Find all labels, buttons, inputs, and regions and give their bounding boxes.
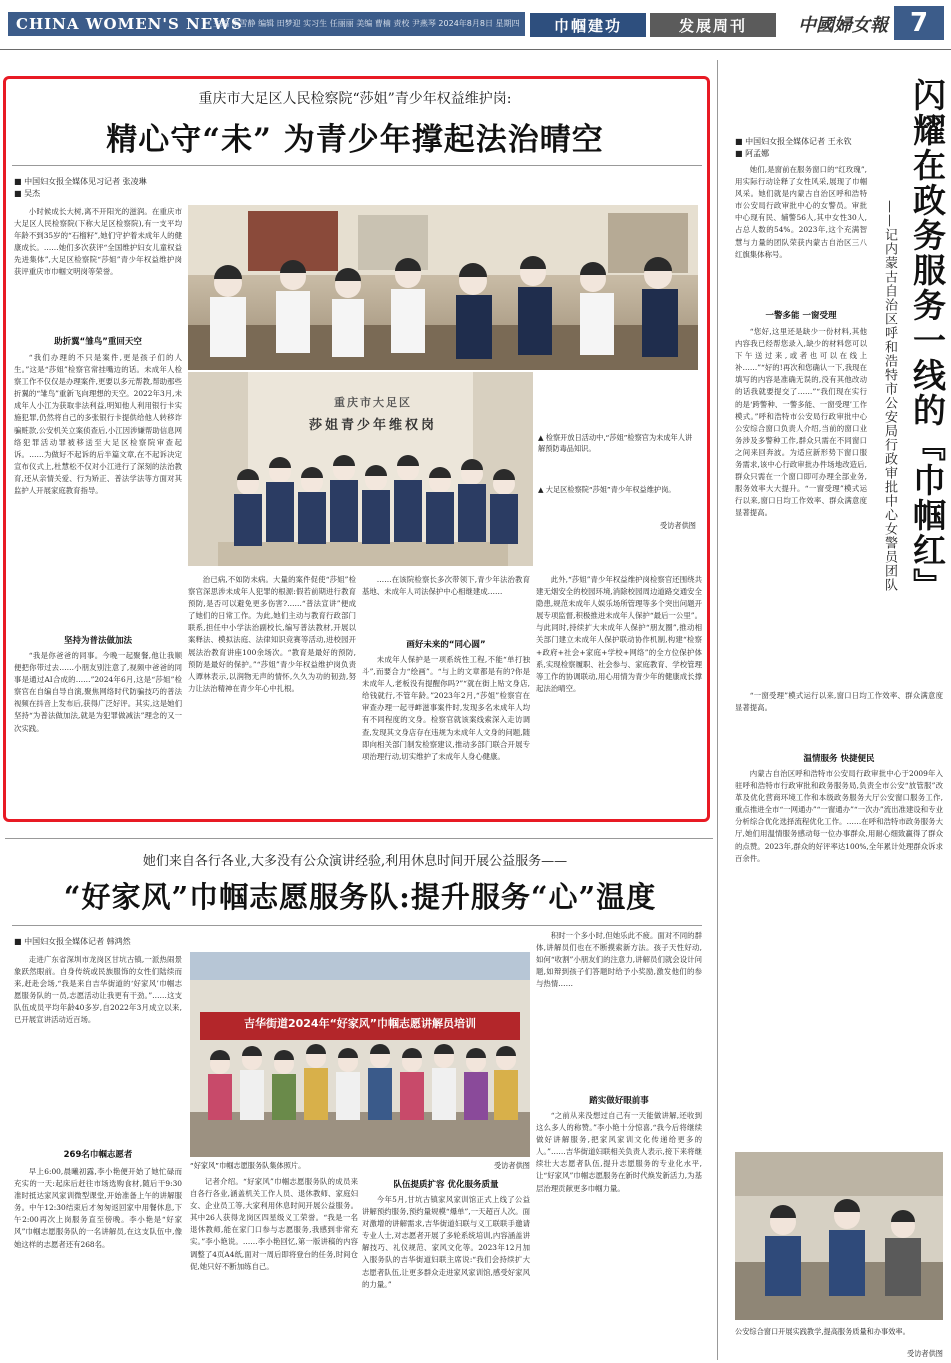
service-window-scene xyxy=(735,1152,943,1320)
divider xyxy=(5,838,713,839)
lead-headline: 精心守“未” 为青少年撑起法治晴空 xyxy=(106,122,604,158)
sign-line-1: 重庆市大足区 xyxy=(334,396,412,409)
editorial-credits: 主编 李雪静 编辑 田梦迎 实习生 任丽丽 美编 曹楠 责校 尹燕琴 2024年8月8日 星期四 xyxy=(213,19,520,28)
page-number: 7 xyxy=(894,6,944,40)
bottom-col4: 积时一个多小时,但她乐此不疲。面对不同的群体,讲解员们也在不断摸索新方法。孩子天性好动,如何“收割”小朋友们的注意力,讲解员们就会设计问题,如辩到孩子们答题时给予小奖励,激发他们的参与热情…… xyxy=(536,931,702,989)
bottom-photo-credit: 受访者供图 xyxy=(460,1160,530,1171)
bottom-kicker: 她们来自各行各业,大多没有公众演讲经验,利用休息时间开展公益服务—— xyxy=(142,854,568,869)
lead-col2: 治已病,不如防未病。大量的案件促使“莎姐”检察官深思涉未成年人犯罪的根源:假若前期进行教育预防,是否可以避免更多伤害?……“普法宣讲”便成了她们的日常工作。为此,她们主动与教育行政部门联系,担任中小学法治副校长,编写普法教材,开展以案释法、模拟法庭、法律知识竞赛等活动,进校园开展法治教育讲座100余场次。“教育是最好的预防,预防是最好的保护。”“莎姐”青少年权益维护岗负责人谭林表示,以润物无声的情怀,久久为功的韧劲,努力让法治精神在青少年心中扎根。 xyxy=(188,575,356,693)
bottom-subhead-1: 269名巾帼志愿者 xyxy=(63,1150,133,1160)
volunteer-group-scene xyxy=(190,952,530,1157)
lead-byline: ■ 中国妇女报全媒体见习记者 张凌琳 ■ 吴杰 xyxy=(14,177,147,198)
right-body-1b: “一窗受理”模式运行以来,窗口日均工作效率、群众满意度显著提高。 xyxy=(735,691,943,713)
lead-photo-2 xyxy=(188,372,533,566)
lead-subhead-3: 画好未来的“同心圆” xyxy=(406,640,486,650)
classroom-scene xyxy=(188,205,698,370)
lead-col1-body: “我们办理的不只是案件,更是孩子们的人生。”这是“莎姐”检察官常挂嘴边的话。未成年人检察工作不仅仅是办理案件,更要以多元帮教,帮助那些折翼的“雏鸟”重新飞向理想的天空。2022年3月,未成年人小江为获取非法利益,明知他人利用银行卡实施犯罪,仍然将自己的多张银行卡提供给他人转移诈骗赃款,公安机关立案侦查后,小江因涉嫌帮助信息网络犯罪活动罪被移送至大足区检察院审查起诉。……为做好不起诉的后半篇文章,在不起诉决定宣布仪式上,杜慧松不仅对小江进行了深刻的法治教育,还从亲情关爱、行为矫正、普法学法等方面对其监护人开展家庭教育指导。 xyxy=(14,353,182,496)
lead-col3: 未成年人保护是一项系统性工程,不能“单打独斗”,而要合力“绘画”。“与上的文章都是有的?你是未成年人,老板没有提醒你吗?”“就在街上贴文身店,给钱就行,不管年龄。”2023年2月,“莎姐”检察官在审查办理一起寻衅滋事案件时,发现多名未成年人均有不同程度的文身。检察官就该案线索深入走访调查,发现其文身店存在违规为未成年人文身的问题,随即向相关部门制发检察建议,推动多部门联合开展专项治理行动,切实维护了未成年人身心健康。 xyxy=(362,655,530,761)
paper-name: CHINA WOMEN'S NEWS xyxy=(16,15,243,33)
right-body-2: 内蒙古自治区呼和浩特市公安局行政审批中心于2009年入驻呼和浩特市行政审批和政务服务局,负责全市公安“放管服”改革及优化营商环境工作和本级政务服务大厅公安窗口服务工作,重点推进全市“一网通办”“一窗通办”“一次办”流出准建设和专业分析综合优化选择流程优化工作。……在呼和浩特市政务服务大厅,她们用温情服务感动每一位办事群众,用耐心细致赢得了群众的点赞。2023年,群众的好评率达100%,全年累计处理群众诉求百余件。 xyxy=(735,769,943,863)
photo-banner: 吉华街道2024年“好家风”巾帼志愿讲解员培训 xyxy=(243,1017,477,1030)
lead-photo-credit: 受访者供图 xyxy=(630,520,696,531)
right-headline: 闪耀在政务服务一线的『巾帼红』 xyxy=(908,78,947,603)
column-tag: 巾帼建功 xyxy=(530,13,646,37)
right-intro: 她们,是窗前在服务窗口的“红玫瑰”,用实际行动诠释了女性风采,展现了巾帼风采。她们就是内蒙古自治区呼和浩特市公安局行政审批中心的女警员。审批中心现有民、辅警56人,其中女性30人,占总人数的54%。2023年,这个充满智慧与力量的团队荣获内蒙古自治区三八红旗集体称号。 xyxy=(735,165,867,259)
right-byline: ■ 中国妇女报全媒体记者 王永钦 ■ 阿孟娜 xyxy=(735,137,852,158)
right-subhead-1: 一警多能 一窗受理 xyxy=(765,311,837,321)
divider xyxy=(12,165,702,166)
lead-col1-end: “我是你爸爸的同事。今晚一起聚餐,他让我顺便把你带过去……小朋友别注意了,视频中爸爸的同事是通过AI合成的……”2024年6月,这是“莎姐”检察官在自编自导自演,聚焦网络时代防骗技巧的普法视频在抖音上发布后,获得广泛好评。其实,这是她们坚持“为普法做加法,就是为犯罪做减法”理念的又一次实践。 xyxy=(14,651,182,733)
section-tag: 发展周刊 xyxy=(650,13,776,37)
lead-col1: 小时候成长大树,离不开阳光的滋润。在重庆市大足区人民检察院(下称大足区检察院),有一支平均年龄不到35岁的“石榴籽”,她们守护着未成年人的健康成长。……她们多次获评“全国维护妇女儿童权益先进集体”,大足区检察院“莎姐”青少年权益维护岗获评重庆市巾帼文明岗等荣誉。 xyxy=(14,207,182,277)
bottom-col3: 今年5月,甘坑古镇家风家训馆正式上线了公益讲解预约服务,预约量规模“爆单”,一天超百人次。面对激增的讲解需求,吉华街道妇联与义工联联手邀请专业人士,对志愿者开展了多轮系统培训,内容涵盖讲解技巧、礼仪规范、家风文化等。2023年12月加入服务队的吉华街道妇联主席说:“我们会持续扩大志愿者队伍,让更多群众走进家风家训馆,感受好家风的力量。” xyxy=(362,1195,530,1289)
bottom-headline: “好家风”巾帼志愿服务队:提升服务“心”温度 xyxy=(63,880,657,914)
right-photo xyxy=(735,1152,943,1320)
sign-line-2: 莎姐青少年维权岗 xyxy=(308,418,437,433)
right-photo-caption: 公安综合窗口开展实践教学,提高服务质量和办事效率。 xyxy=(735,1326,943,1337)
bottom-col4-body: “之前从来没想过自己有一天能做讲解,还收到这么多人的称赞。”李小艳十分惊喜,“我今后将继续做好讲解服务,把家风家训文化传递给更多的人。”……吉华街道妇联相关负责人表示,接下来将继续壮大志愿者队伍,提升志愿服务的专业化水平,让“好家风”巾帼志愿服务在新时代焕发新活力,为基层治理贡献更多巾帼力量。 xyxy=(536,1111,702,1193)
bottom-col1: 走进广东省深圳市龙岗区甘坑古镇,一派热闹景象跃然眼前。自身传统或民族服饰的女性们陆续而来,赶赴会场,“我是来自吉华街道的‘好家风’巾帼志愿服务队的一员,志愿活动让我更有干劲。”……这支队伍成员平均年龄40多岁,自2022年3月成立以来,已开展宣讲活动近百场。 xyxy=(14,955,182,1025)
right-subheadline: ——记内蒙古自治区呼和浩特市公安局行政审批中心女警员团队 xyxy=(882,200,897,592)
lead-subhead-2: 坚持为普法做加法 xyxy=(63,636,132,646)
right-subhead-2: 温情服务 快捷便民 xyxy=(803,754,875,764)
lead-photo-caption-1: ▲ 检察开放日活动中,“莎姐”检察官为未成年人讲解预防毒品知识。 xyxy=(538,432,696,454)
lead-col3-top: ……在该院检察长多次带领下,青少年法治教育基地、未成年人司法保护中心相继建成…… xyxy=(362,575,530,597)
bottom-byline: ■ 中国妇女报全媒体记者 韩鸿然 xyxy=(14,937,131,946)
divider xyxy=(12,925,702,926)
lead-kicker: 重庆市大足区人民检察院“莎姐”青少年权益维护岗: xyxy=(198,91,512,107)
bottom-subhead-3: 踏实做好眼前事 xyxy=(589,1096,649,1106)
lead-photo-caption-2: ▲ 大足区检察院“莎姐”青少年权益维护岗。 xyxy=(538,484,696,495)
page-header xyxy=(0,0,951,50)
masthead-logo: 中國婦女報 xyxy=(798,15,888,36)
bottom-subhead-2: 队伍提质扩容 优化服务质量 xyxy=(393,1180,499,1190)
bottom-photo xyxy=(190,952,530,1157)
right-photo-credit: 受访者供图 xyxy=(870,1348,943,1359)
lead-photo-1 xyxy=(188,205,698,370)
column-divider xyxy=(717,60,718,1360)
right-body-1a: “您好,这里还是缺少一份材料,其他内容我已经帮您录入,缺少的材料您可以下午送过来,或者也可以在线上补……”“好的!再次和您确认一下,我现在填写的内容是准确无误的,没有其他改动的话我就要提交了……”“我们现在实行的是‘跨警种、一警多能、一窗受理’工作模式。”呼和浩特市公安局行政审批中心公安综合窗口负责人介绍,当前的窗口业务涉及多警种工作,群众只需在不同窗口之间来回奔波。为适应新形势下窗口服务需求,该中心行政审批办件场地改造后,群众只需在一个窗口即可办理全部业务,服务效率大大提升。“一窗受理”模式运行以来,窗口日均工作效率、群众满意度显著提高。 xyxy=(735,327,867,518)
bottom-col2: 记者介绍。“好家风”巾帼志愿服务队的成员来自各行各业,涵盖机关工作人员、退休教师、家庭妇女、企业员工等,大家利用休息时间开展公益服务。其中26人获得龙岗区四星级义工荣誉。“我是一名退休教师,能在家门口参与志愿服务,我感到非常充实。”李小艳说。……李小艳回忆,第一版讲稿的内容调整了4页A4纸,面对一周后即将登台的任务,时间仓促,她只好不断加练自己。 xyxy=(190,1177,358,1271)
bottom-col1-body: 早上6:00,晨曦初露,李小艳便开始了她忙碌而充实的一天:起床后赶往市场选购食材,随后干9:30准时抵达家风家训微型课堂,开始准备上午的讲解服务。中午12:30结束后才匆匆返回家中用餐休息,下午2:00再次上岗服务直至傍晚。李小艳是“好家风”巾帼志愿服务队的一名讲解员,在这支队伍中,像她这样的志愿者还有268名。 xyxy=(14,1167,182,1249)
bottom-photo-caption: “好家风”巾帼志愿服务队集体照片。 xyxy=(190,1160,390,1171)
lead-col4: 此外,“莎姐”青少年权益维护岗检察官还围绕共建无烟安全的校园环境,消除校园周边道路交通安全隐患,规范未成年人娱乐场所管理等多个突出问题开展专项监督,积极推进未成年人保护“最后一公里”。与此同时,持续扩大未成年人保护“朋友圈”,推动相关部门建立未成年人保护联动协作机制,构建“检察+政府+社会+家庭+学校+网络”的全方位保护体系,实现检察履职、社会参与、家庭教育、学校管理等工作的协调联动,用心用情为青少年的健康成长撑起法治晴空。 xyxy=(536,575,702,693)
lead-subhead-1: 助折翼“雏鸟”重回天空 xyxy=(54,337,142,347)
